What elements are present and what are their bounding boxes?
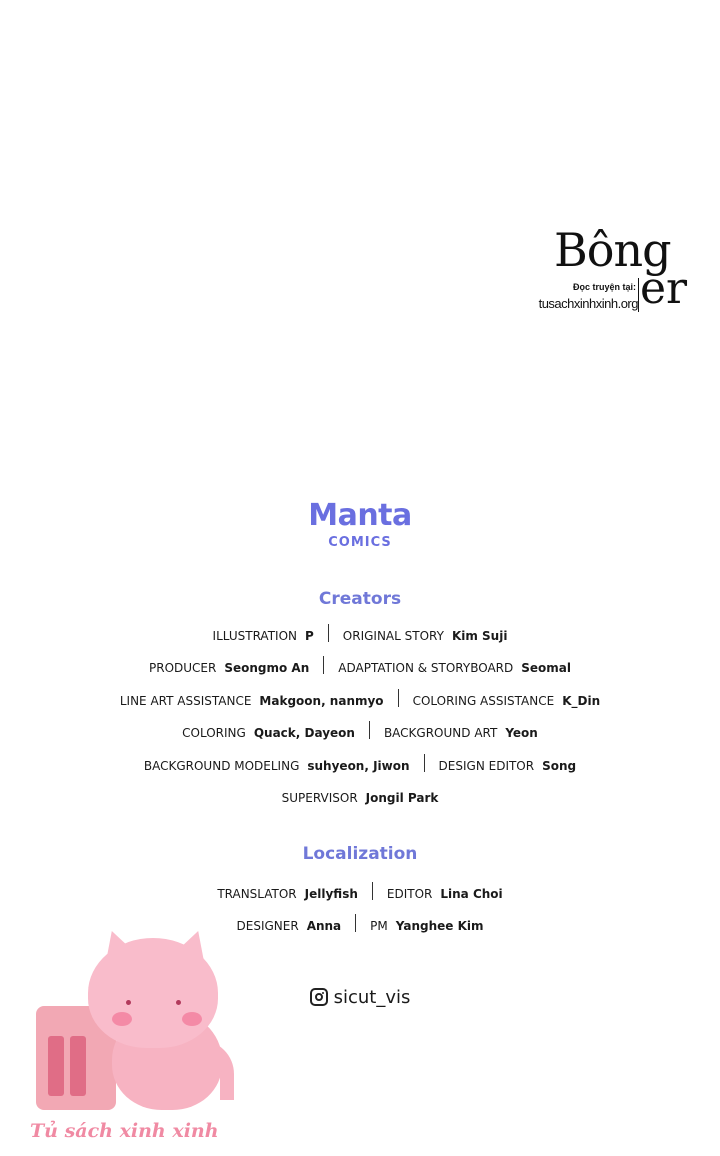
credit-name: P bbox=[305, 629, 314, 643]
credit-line bbox=[0, 786, 720, 810]
cat-watermark bbox=[30, 930, 240, 1155]
watermark-divider bbox=[638, 278, 639, 312]
credit-role: PM bbox=[370, 919, 388, 933]
bonger-logo-text: Bông bbox=[554, 223, 671, 277]
credit-name: K_Din bbox=[562, 693, 601, 708]
social-handle-text: sicut_vis bbox=[333, 987, 411, 1008]
credit-role: COLORING ASSISTANCE bbox=[412, 693, 555, 708]
instagram-icon bbox=[310, 988, 328, 1006]
credit-name: Song bbox=[542, 758, 577, 773]
localization-title: Localization bbox=[302, 844, 418, 864]
credit-separator bbox=[424, 754, 425, 772]
credit-role: BACKGROUND MODELING bbox=[143, 758, 300, 773]
credit-line bbox=[0, 656, 720, 680]
cat-eye-right bbox=[176, 1000, 181, 1005]
watermark-site: tusachxinhxinh.org bbox=[538, 296, 638, 311]
cat-watermark-text: Tủ sách xinh xinh bbox=[30, 1120, 219, 1142]
credit-role: BACKGROUND ART bbox=[383, 726, 498, 741]
credit-separator bbox=[369, 721, 370, 739]
credit-name: Jellyfish bbox=[304, 887, 358, 901]
credit-name: Jongil Park bbox=[365, 791, 439, 805]
credit-line bbox=[0, 689, 720, 713]
credit-role: ORIGINAL STORY bbox=[342, 629, 444, 643]
credit-role: ILLUSTRATION bbox=[212, 629, 297, 643]
credit-role: COLORING bbox=[182, 726, 246, 741]
credit-name: Seomal bbox=[521, 661, 571, 676]
credit-separator bbox=[398, 689, 399, 707]
credit-name: Quack, Dayeon bbox=[253, 726, 355, 741]
credit-separator bbox=[372, 882, 373, 900]
credit-role: TRANSLATOR bbox=[217, 887, 297, 901]
cat-eye-left bbox=[126, 1000, 131, 1005]
credit-name: Kim Suji bbox=[451, 629, 508, 643]
credit-name: Lina Choi bbox=[440, 887, 503, 901]
credit-role: ADAPTATION & STORYBOARD bbox=[338, 661, 514, 676]
credit-line bbox=[0, 882, 720, 906]
creators-title: Creators bbox=[318, 589, 402, 609]
credit-name: Yeon bbox=[505, 726, 538, 741]
credit-name: Yanghee Kim bbox=[395, 919, 484, 933]
book-spine bbox=[48, 1036, 64, 1096]
read-at-label: Đọc truyện tại: bbox=[572, 282, 636, 292]
credit-separator bbox=[323, 656, 324, 674]
credit-name: Makgoon, nanmyo bbox=[259, 693, 384, 708]
credit-role: LINE ART ASSISTANCE bbox=[119, 693, 252, 708]
manta-brand-name: Manta bbox=[308, 498, 412, 533]
credit-role: SUPERVISOR bbox=[281, 791, 358, 805]
cat-head bbox=[88, 938, 218, 1048]
cat-cheek-left bbox=[112, 1012, 132, 1026]
credit-name: suhyeon, Jiwon bbox=[307, 758, 410, 773]
credit-line bbox=[0, 624, 720, 648]
credit-name: Anna bbox=[306, 919, 342, 933]
credit-role: EDITOR bbox=[386, 887, 433, 901]
credit-separator bbox=[328, 624, 329, 642]
cat-cheek-right bbox=[182, 1012, 202, 1026]
bonger-logo-text-er: er bbox=[640, 263, 688, 314]
credit-role: DESIGN EDITOR bbox=[438, 758, 535, 773]
bonger-watermark bbox=[530, 222, 710, 322]
manta-logo bbox=[0, 497, 720, 551]
credit-role: DESIGNER bbox=[236, 919, 299, 933]
credit-name: Seongmo An bbox=[224, 661, 310, 676]
credit-separator bbox=[355, 914, 356, 932]
manta-brand-subtitle: COMICS bbox=[328, 535, 392, 550]
credit-line bbox=[0, 754, 720, 778]
book-spine bbox=[70, 1036, 86, 1096]
credit-role: PRODUCER bbox=[149, 661, 217, 676]
credit-line bbox=[0, 721, 720, 745]
